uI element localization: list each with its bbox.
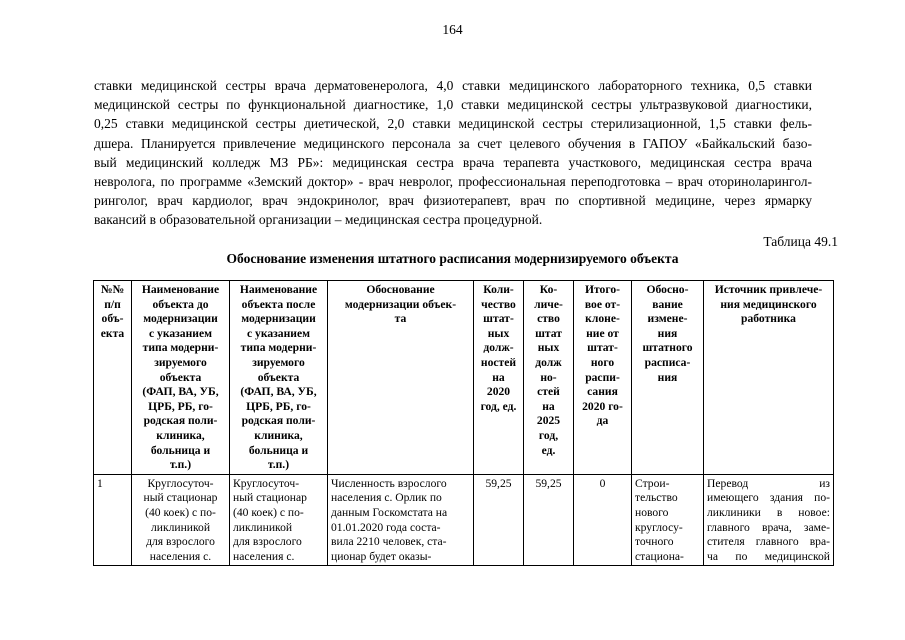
cell-line: распи-	[585, 370, 620, 384]
cell-line: Численность взрослого	[331, 476, 447, 490]
cell-line: ных	[537, 341, 560, 355]
cell-line: стей	[537, 385, 560, 399]
cell-line: Обоснование	[366, 283, 435, 296]
cell-line: ча по медицинской	[707, 549, 830, 563]
cell-line: населения с. Орлик по	[331, 491, 442, 505]
cell-line: населения с.	[233, 549, 295, 563]
cell-line: главного врача, заме-	[707, 520, 830, 534]
paragraph-line: 0,25 ставки медицинской сестры диетической, 2,0 ставки медицинской сестры стерилизационной, 1,5 ставки фель-	[94, 116, 812, 132]
cell-line: ный стационар	[233, 491, 307, 505]
cell-line: с указанием	[148, 326, 212, 340]
cell-line: объ-	[101, 312, 124, 326]
cell-line: имеющего здания по-	[707, 491, 830, 505]
cell-line: больница и	[150, 443, 211, 457]
cell-line: штат-	[483, 312, 514, 326]
cell-line: ния медицинского	[720, 297, 817, 311]
cell-line: модернизации объек-	[344, 297, 457, 311]
cell-line: долж-	[483, 341, 514, 355]
paragraph-line: вакансий в образовательной организации – медицинская сестра процедурной.	[94, 212, 543, 228]
cell-line: данным Госкомстата на	[331, 505, 448, 519]
cell-line: ед.	[541, 443, 556, 457]
cell-line: зируемого	[154, 355, 207, 369]
cell-line: Коли-	[483, 283, 514, 296]
cell-line: Круглосуточ-	[147, 476, 214, 490]
cell-count-2020: 59,25	[474, 474, 524, 566]
cell-object-after	[230, 474, 328, 566]
cell-line: Ко-	[539, 283, 558, 296]
cell-line: зируемого	[252, 355, 305, 369]
cell-line: круглосу-	[635, 520, 683, 534]
cell-line: родская поли-	[143, 414, 218, 428]
cell-line: штат-	[587, 341, 618, 355]
cell-line: ния	[657, 326, 678, 340]
cell-line: для взрослого	[233, 535, 302, 549]
cell-line: Строи-	[635, 476, 670, 490]
cell-line: работника	[741, 312, 796, 326]
cell-line: вила 2210 человек, ста-	[331, 535, 447, 549]
cell-line: штатного	[642, 341, 693, 355]
paragraph-line: невролога, по программе «Земский доктор» - врач невролог, профессиональная переподготовка – врач оториноларингол-	[94, 174, 812, 190]
cell-line: п/п	[104, 297, 121, 311]
cell-line: год,	[538, 428, 559, 442]
cell-line: клиника,	[254, 428, 303, 442]
cell-line: модернизации	[143, 312, 218, 326]
header-num	[94, 281, 132, 475]
cell-object-before	[132, 474, 230, 566]
cell-line: для взрослого	[146, 535, 215, 549]
cell-line: ЦРБ, РБ, го-	[148, 399, 213, 413]
cell-line: ностей	[480, 355, 517, 369]
cell-line: Круглосуточ-	[233, 476, 300, 490]
cell-line: долж	[535, 355, 562, 369]
cell-count-2025: 59,25	[524, 474, 574, 566]
cell-line: ного	[590, 355, 615, 369]
cell-line: Перевод из	[707, 476, 830, 490]
table-row	[94, 474, 834, 566]
cell-source	[704, 474, 834, 566]
cell-line: Итого-	[585, 283, 620, 296]
cell-line: вое от-	[584, 297, 621, 311]
cell-line: личе-	[534, 297, 563, 311]
cell-line: сания	[587, 385, 618, 399]
cell-line: 01.01.2020 года соста-	[331, 520, 441, 534]
cell-line: типа модерни-	[142, 341, 219, 355]
table-title: Обоснование изменения штатного расписания модернизируемого объекта	[226, 251, 679, 266]
paragraph-line: медицинской сестры по функциональной диагностике, 1,0 ставки медицинской сестры ультразвуковой диагностики,	[94, 97, 812, 113]
cell-line: стациона-	[635, 549, 684, 563]
paragraph-line: вый медицинский колледж МЗ РБ»: медицинская сестра врача терапевта участкового, медицинская сестра врача	[94, 154, 812, 170]
cell-line: клиника,	[156, 428, 205, 442]
cell-line: (40 коек) с по-	[145, 505, 216, 519]
cell-line: измене-	[647, 312, 688, 326]
header-object-after	[230, 281, 328, 475]
body-paragraph	[94, 76, 812, 230]
cell-line: 2025	[536, 414, 561, 428]
cell-line: 2020 го-	[582, 399, 623, 413]
cell-line: штат	[535, 326, 562, 340]
cell-deviation: 0	[574, 474, 632, 566]
cell-line: ние от	[586, 326, 619, 340]
cell-line: ство	[537, 312, 560, 326]
cell-line: объекта	[257, 370, 300, 384]
cell-line: нового	[635, 505, 669, 519]
cell-line: да	[596, 414, 609, 428]
cell-line: №№	[100, 283, 125, 296]
cell-line: (40 коек) с по-	[233, 505, 304, 519]
cell-change-basis	[632, 474, 704, 566]
cell-line: расписа-	[644, 355, 691, 369]
cell-line: Обосно-	[646, 283, 689, 296]
cell-line: на	[492, 370, 505, 384]
cell-line: но-	[540, 370, 557, 384]
cell-line: родская поли-	[241, 414, 316, 428]
cell-line: та	[394, 312, 407, 326]
table-label: Таблица 49.1	[763, 234, 838, 249]
cell-line: (ФАП, ВА, УБ,	[142, 385, 219, 399]
cell-line: ционар будет оказы-	[331, 549, 432, 563]
cell-num: 1	[94, 474, 132, 566]
cell-line: на	[542, 399, 555, 413]
cell-line: типа модерни-	[240, 341, 317, 355]
cell-line: ния	[657, 370, 678, 384]
paragraph-line: дшера. Планируется привлечение медицинского персонала за счет целевого обучения в ГАПОУ «Байкальский базо-	[94, 135, 812, 151]
cell-line: ликлиникой	[150, 520, 211, 534]
cell-line: объекта после	[241, 297, 316, 311]
cell-line: (ФАП, ВА, УБ,	[240, 385, 317, 399]
table-header-row	[94, 281, 834, 475]
cell-line: стителя главного вра-	[707, 535, 830, 549]
cell-line: 2020	[486, 385, 511, 399]
cell-line: объекта	[159, 370, 202, 384]
cell-line: ЦРБ, РБ, го-	[246, 399, 311, 413]
cell-justification	[328, 474, 474, 566]
header-count-2025	[524, 281, 574, 475]
header-justification	[328, 281, 474, 475]
header-count-2020	[474, 281, 524, 475]
header-source	[704, 281, 834, 475]
cell-line: ликлиники в новое:	[707, 505, 830, 519]
cell-line: ный стационар	[143, 491, 218, 505]
cell-line: клоне-	[585, 312, 620, 326]
cell-line: с указанием	[246, 326, 310, 340]
cell-line: екта	[100, 326, 125, 340]
cell-line: Наименование	[239, 283, 318, 296]
paragraph-line: ставки медицинской сестры врача дерматовенеролога, 4,0 ставки медицинского лабораторного техника, 0,5 ставки	[94, 78, 812, 93]
page-number: 164	[442, 22, 463, 37]
cell-line: Источник привлече-	[714, 283, 823, 296]
header-deviation	[574, 281, 632, 475]
header-object-before	[132, 281, 230, 475]
cell-line: т.п.)	[267, 458, 290, 472]
cell-line: объекта до	[152, 297, 209, 311]
cell-line: модернизации	[241, 312, 316, 326]
cell-line: ных	[487, 326, 510, 340]
cell-line: чество	[481, 297, 516, 311]
cell-line: точного	[635, 535, 674, 549]
cell-line: т.п.)	[169, 458, 192, 472]
cell-line: населения с.	[149, 549, 212, 563]
cell-line: ликлиникой	[233, 520, 293, 534]
cell-line: год, ед.	[480, 399, 517, 413]
header-change-basis	[632, 281, 704, 475]
cell-line: больница и	[248, 443, 309, 457]
cell-line: тельство	[635, 491, 678, 505]
cell-line: Наименование	[141, 283, 220, 296]
paragraph-line: ринголог, врач кардиолог, врач эндокринолог, врач физиотерапевт, врач по спортивной медицине, через ярмарку	[94, 193, 812, 209]
staffing-table	[93, 280, 834, 566]
cell-line: вание	[652, 297, 683, 311]
